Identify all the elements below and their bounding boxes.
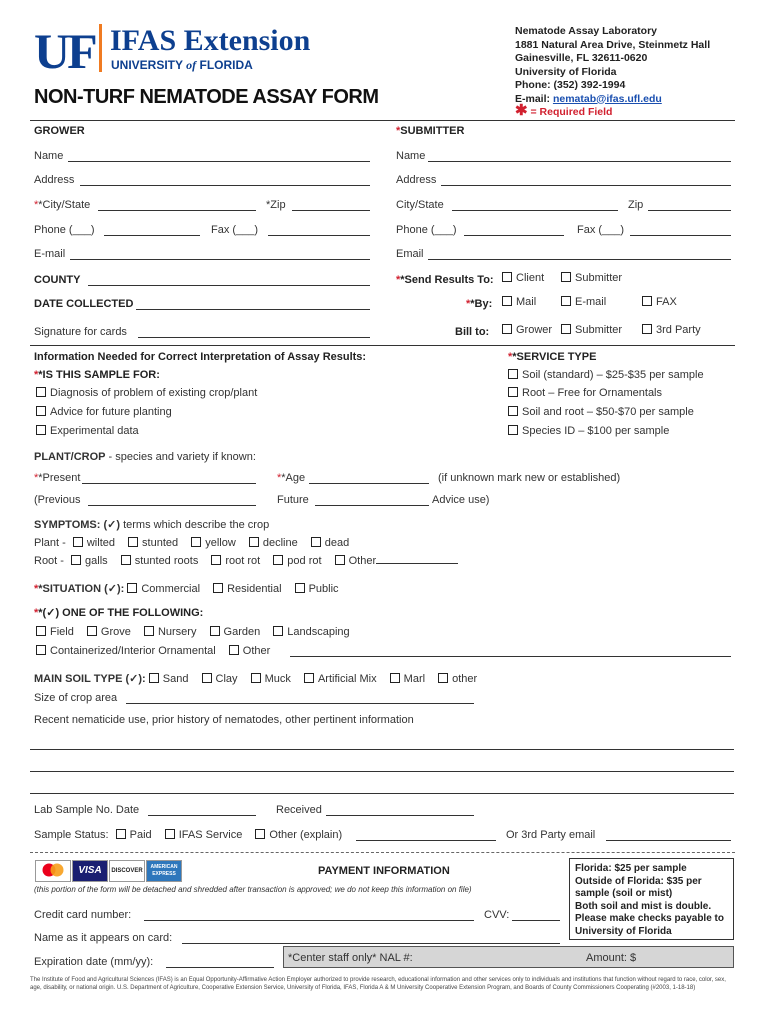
checkbox[interactable] bbox=[295, 583, 305, 593]
ifas-extension-logo: IFAS Extension bbox=[110, 24, 311, 57]
symptom-yellow[interactable]: yellow bbox=[191, 536, 236, 550]
soil-heading: MAIN SOIL TYPE (✓): bbox=[34, 673, 146, 685]
checkbox[interactable] bbox=[144, 626, 154, 636]
submitter-address-label: Address bbox=[396, 174, 437, 186]
checkbox[interactable] bbox=[642, 324, 652, 334]
situation-residential[interactable]: Residential bbox=[213, 582, 281, 596]
symptom-stunted[interactable]: stunted bbox=[128, 536, 178, 550]
checkbox[interactable] bbox=[508, 387, 518, 397]
cut-line bbox=[30, 852, 735, 853]
symptoms-heading: SYMPTOMS: (✓) terms which describe the crop bbox=[34, 519, 270, 531]
checkbox[interactable] bbox=[87, 626, 97, 636]
checkbox[interactable] bbox=[502, 272, 512, 282]
footer-disclaimer: The Institute of Food and Agricultural Sciences (IFAS) is an Equal Opportunity-Affirmative Action Employer authorized to provide research, educational information and other services only to individuals and institutions that function without regard to race, color, sex, age, disability, or national origin. U.S. Department of Agriculture, Cooperative Extension Service, University of Florida, IFAS, Florida A & M University Cooperative Extension Program, and Boards of County Commissioners Cooperating (#2003, 1-18-18) bbox=[30, 977, 726, 991]
grower-name-label: Name bbox=[34, 150, 64, 162]
lab-city: Gainesville, FL 32611-0620 bbox=[515, 52, 648, 64]
crop-area-field[interactable] bbox=[126, 703, 474, 704]
checkbox[interactable] bbox=[561, 272, 571, 282]
pricing-outside: Outside of Florida: $35 per sample (soil or mist) bbox=[575, 875, 702, 899]
checkbox[interactable] bbox=[390, 673, 400, 683]
location-field[interactable]: Field bbox=[36, 625, 74, 639]
checkbox[interactable] bbox=[71, 555, 81, 565]
by-fax-option[interactable]: FAX bbox=[642, 295, 677, 309]
discover-icon: DISCOVER bbox=[109, 860, 145, 882]
lab-contact bbox=[515, 25, 710, 120]
location-other-field[interactable] bbox=[290, 656, 731, 657]
third-party-email-field[interactable] bbox=[606, 840, 731, 841]
notes-line-2[interactable] bbox=[30, 771, 734, 772]
symptom-root-rot[interactable]: root rot bbox=[211, 554, 260, 568]
grower-fax-field[interactable] bbox=[268, 235, 370, 236]
checkbox[interactable] bbox=[249, 537, 259, 547]
submitter-heading: *SUBMITTER bbox=[396, 125, 465, 137]
submitter-city-label: City/State bbox=[396, 199, 444, 211]
payment-note: (this portion of the form will be detached and shredded after transaction is approved; we do not keep this information on file) bbox=[34, 885, 472, 894]
lab-sample-no-label: Lab Sample No. Date bbox=[34, 804, 140, 816]
card-name-field[interactable] bbox=[182, 943, 560, 944]
submitter-email-label: Email bbox=[396, 248, 424, 260]
info-needed-heading: Information Needed for Correct Interpretation of Assay Results: bbox=[34, 351, 367, 363]
grower-email-field[interactable] bbox=[70, 259, 370, 260]
location-nursery[interactable]: Nursery bbox=[144, 625, 197, 639]
expiration-label: Expiration date (mm/yy): bbox=[34, 956, 154, 968]
service-type-heading: **SERVICE TYPE bbox=[508, 351, 597, 363]
symptom-dead[interactable]: dead bbox=[311, 536, 349, 550]
bill-to-label: Bill to: bbox=[455, 326, 490, 338]
checkbox[interactable] bbox=[642, 296, 652, 306]
county-field[interactable] bbox=[88, 285, 370, 286]
submitter-city-field[interactable] bbox=[452, 210, 618, 211]
submitter-zip-field[interactable] bbox=[648, 210, 731, 211]
checkbox[interactable] bbox=[202, 673, 212, 683]
service-soil-and-root[interactable]: Soil and root – $50-$70 per sample bbox=[508, 405, 694, 419]
grower-address-field[interactable] bbox=[80, 185, 370, 186]
checkbox[interactable] bbox=[149, 673, 159, 683]
soil-sand[interactable]: Sand bbox=[149, 672, 189, 686]
notes-line-1[interactable] bbox=[30, 749, 734, 750]
submitter-email-field[interactable] bbox=[428, 259, 731, 260]
lab-email-row: E-mail: nematab@ifas.ufl.edu bbox=[515, 92, 662, 105]
checkbox[interactable] bbox=[36, 626, 46, 636]
checkbox[interactable] bbox=[213, 583, 223, 593]
lab-address: 1881 Natural Area Drive, Steinmetz Hall bbox=[515, 38, 711, 51]
soil-marl[interactable]: Marl bbox=[390, 672, 425, 686]
signature-label: Signature for cards bbox=[34, 326, 127, 338]
symptom-stunted-roots[interactable]: stunted roots bbox=[121, 554, 199, 568]
checkbox[interactable] bbox=[335, 555, 345, 565]
grower-address-label: Address bbox=[34, 174, 75, 186]
checkbox[interactable] bbox=[502, 324, 512, 334]
location-containerized[interactable]: Containerized/Interior Ornamental bbox=[36, 644, 216, 658]
checkbox[interactable] bbox=[508, 425, 518, 435]
checkbox[interactable] bbox=[36, 645, 46, 655]
card-logos bbox=[35, 860, 183, 882]
pricing-box bbox=[569, 858, 734, 940]
amount-label: Amount: $ bbox=[586, 952, 637, 964]
sample-for-experimental[interactable]: Experimental data bbox=[36, 424, 139, 438]
logo-divider bbox=[99, 24, 102, 72]
checkbox[interactable] bbox=[304, 673, 314, 683]
submitter-phone-label: Phone (___) bbox=[396, 224, 457, 236]
situation-heading: **SITUATION (✓): bbox=[34, 583, 125, 595]
grower-city-label: **City/State bbox=[34, 199, 91, 211]
soil-other[interactable]: other bbox=[438, 672, 477, 686]
required-asterisk-icon: ✱ bbox=[515, 102, 528, 119]
send-submitter-option[interactable]: Submitter bbox=[561, 271, 622, 285]
grower-phone-field[interactable] bbox=[104, 235, 200, 236]
checkbox[interactable] bbox=[165, 829, 175, 839]
soil-muck[interactable]: Muck bbox=[251, 672, 291, 686]
sample-for-diagnosis[interactable]: Diagnosis of problem of existing crop/plant bbox=[36, 386, 257, 400]
received-field[interactable] bbox=[326, 815, 474, 816]
signature-field[interactable] bbox=[138, 337, 370, 338]
advice-use-label: Advice use) bbox=[432, 494, 490, 506]
service-species-id[interactable]: Species ID – $100 per sample bbox=[508, 424, 669, 438]
checkbox[interactable] bbox=[438, 673, 448, 683]
grower-name-field[interactable] bbox=[68, 161, 370, 162]
situation-commercial[interactable]: Commercial bbox=[127, 582, 200, 596]
grower-fax-label: Fax (___) bbox=[211, 224, 259, 236]
symptom-wilted[interactable]: wilted bbox=[73, 536, 115, 550]
checkbox[interactable] bbox=[273, 555, 283, 565]
symptoms-plant-row: Plant - wilted stunted yellow decline dead bbox=[34, 537, 350, 549]
service-soil[interactable]: Soil (standard) – $25-$35 per sample bbox=[508, 368, 704, 382]
age-field[interactable] bbox=[309, 483, 429, 484]
card-number-field[interactable] bbox=[144, 920, 474, 921]
send-results-label: **Send Results To: bbox=[396, 274, 494, 286]
checkbox[interactable] bbox=[36, 406, 46, 416]
checkbox[interactable] bbox=[36, 387, 46, 397]
location-other[interactable]: Other bbox=[229, 644, 271, 658]
age-note: (if unknown mark new or established) bbox=[438, 472, 621, 484]
received-label: Received bbox=[276, 804, 322, 816]
by-mail-option[interactable]: Mail bbox=[502, 295, 536, 309]
age-label: **Age bbox=[277, 472, 306, 484]
symptoms-root-row: Root - galls stunted roots root rot pod rot Other bbox=[34, 554, 468, 568]
present-label: **Present bbox=[34, 472, 81, 484]
lab-sample-no-field[interactable] bbox=[148, 815, 256, 816]
checkbox[interactable] bbox=[561, 324, 571, 334]
checkbox[interactable] bbox=[251, 673, 261, 683]
symptom-other[interactable]: Other bbox=[335, 554, 459, 568]
soil-clay[interactable]: Clay bbox=[202, 672, 238, 686]
future-field[interactable] bbox=[315, 505, 429, 506]
send-client-option[interactable]: Client bbox=[502, 271, 544, 285]
status-other[interactable]: Other (explain) bbox=[255, 828, 342, 842]
submitter-name-label: Name bbox=[396, 150, 426, 162]
submitter-fax-field[interactable] bbox=[630, 235, 731, 236]
date-collected-field[interactable] bbox=[136, 309, 370, 310]
checkbox[interactable] bbox=[127, 583, 137, 593]
card-name-label: Name as it appears on card: bbox=[34, 932, 173, 944]
situation-row bbox=[34, 582, 349, 596]
by-label: **By: bbox=[466, 298, 493, 310]
location-landscaping[interactable]: Landscaping bbox=[273, 625, 349, 639]
amex-icon: AMERICAN EXPRESS bbox=[146, 860, 182, 882]
symptom-galls[interactable]: galls bbox=[71, 554, 108, 568]
cvv-label: CVV: bbox=[484, 909, 510, 921]
symptom-pod-rot[interactable]: pod rot bbox=[273, 554, 321, 568]
status-other-field[interactable] bbox=[356, 840, 496, 841]
pricing-double: Both soil and mist is double. bbox=[575, 900, 712, 912]
checkbox[interactable] bbox=[116, 829, 126, 839]
checkbox[interactable] bbox=[36, 425, 46, 435]
grower-city-field[interactable] bbox=[98, 210, 256, 211]
mastercard-icon bbox=[35, 860, 71, 882]
lab-email-link[interactable]: nematab@ifas.ufl.edu bbox=[552, 92, 662, 105]
checkbox[interactable] bbox=[211, 555, 221, 565]
one-of-row-1 bbox=[36, 625, 360, 639]
lab-phone: Phone: (352) 392-1994 bbox=[515, 79, 626, 91]
third-party-email-label: Or 3rd Party email bbox=[506, 829, 596, 841]
uf-logo: UF bbox=[34, 23, 95, 79]
bill-submitter-option[interactable]: Submitter bbox=[561, 323, 622, 337]
payment-heading: PAYMENT INFORMATION bbox=[318, 865, 450, 877]
checkbox[interactable] bbox=[128, 537, 138, 547]
bill-third-party-option[interactable]: 3rd Party bbox=[642, 323, 701, 337]
location-grove[interactable]: Grove bbox=[87, 625, 131, 639]
notes-line-3[interactable] bbox=[30, 793, 734, 794]
one-of-row-2 bbox=[36, 644, 280, 658]
submitter-zip-label: Zip bbox=[628, 199, 644, 211]
nematicide-label: Recent nematicide use, prior history of nematodes, other pertinent information bbox=[34, 714, 414, 726]
situation-public[interactable]: Public bbox=[295, 582, 339, 596]
checkbox[interactable] bbox=[502, 296, 512, 306]
section-rule bbox=[30, 345, 735, 346]
symptom-decline[interactable]: decline bbox=[249, 536, 298, 550]
submitter-phone-field[interactable] bbox=[464, 235, 564, 236]
service-root[interactable]: Root – Free for Ornamentals bbox=[508, 386, 662, 400]
checkbox[interactable] bbox=[210, 626, 220, 636]
soil-row bbox=[34, 672, 487, 686]
checkbox[interactable] bbox=[121, 555, 131, 565]
submitter-fax-label: Fax (___) bbox=[577, 224, 625, 236]
header-rule bbox=[30, 120, 735, 121]
checkbox[interactable] bbox=[561, 296, 571, 306]
location-garden[interactable]: Garden bbox=[210, 625, 261, 639]
previous-label: (Previous bbox=[34, 494, 81, 506]
previous-field[interactable] bbox=[88, 505, 256, 506]
university-of-florida-logo: UNIVERSITY of FLORIDA bbox=[111, 58, 253, 72]
grower-zip-field[interactable] bbox=[292, 210, 370, 211]
cvv-field[interactable] bbox=[512, 920, 560, 921]
date-collected-label: DATE COLLECTED bbox=[34, 298, 134, 310]
card-number-label: Credit card number: bbox=[34, 909, 132, 921]
required-legend: ✱ = Required Field bbox=[515, 102, 613, 119]
future-label: Future bbox=[277, 494, 309, 506]
grower-zip-label: *Zip bbox=[266, 199, 286, 211]
checkbox[interactable] bbox=[508, 406, 518, 416]
staff-only-box bbox=[283, 946, 734, 968]
sample-for-heading: **IS THIS SAMPLE FOR: bbox=[34, 369, 160, 381]
checkbox[interactable] bbox=[273, 626, 283, 636]
submitter-address-field[interactable] bbox=[441, 185, 731, 186]
county-label: COUNTY bbox=[34, 274, 81, 286]
checkbox[interactable] bbox=[508, 369, 518, 379]
lab-name: Nematode Assay Laboratory bbox=[515, 25, 657, 37]
sample-status-row: Sample Status: Paid IFAS Service Other (explain) bbox=[34, 829, 343, 841]
staff-nal-label: *Center staff only* NAL #: bbox=[288, 952, 413, 964]
present-field[interactable] bbox=[82, 483, 256, 484]
status-ifas-service[interactable]: IFAS Service bbox=[165, 828, 243, 842]
checkbox[interactable] bbox=[255, 829, 265, 839]
checkbox[interactable] bbox=[229, 645, 239, 655]
checkbox[interactable] bbox=[73, 537, 83, 547]
one-of-heading: **(✓) ONE OF THE FOLLOWING: bbox=[34, 607, 204, 619]
crop-area-label: Size of crop area bbox=[34, 692, 118, 704]
pricing-checks: Please make checks payable to University of Florida bbox=[575, 913, 724, 937]
form-title: NON-TURF NEMATODE ASSAY FORM bbox=[34, 86, 379, 108]
expiration-field[interactable] bbox=[166, 967, 274, 968]
submitter-name-field[interactable] bbox=[428, 161, 731, 162]
checkbox[interactable] bbox=[311, 537, 321, 547]
bill-grower-option[interactable]: Grower bbox=[502, 323, 552, 337]
lab-org: University of Florida bbox=[515, 65, 617, 78]
by-email-option[interactable]: E-mail bbox=[561, 295, 606, 309]
checkbox[interactable] bbox=[191, 537, 201, 547]
visa-icon: VISA bbox=[72, 860, 108, 882]
sample-for-advice[interactable]: Advice for future planting bbox=[36, 405, 172, 419]
grower-heading: GROWER bbox=[34, 125, 85, 137]
soil-artificial-mix[interactable]: Artificial Mix bbox=[304, 672, 377, 686]
plant-crop-heading: PLANT/CROP - species and variety if known: bbox=[34, 451, 256, 463]
status-paid[interactable]: Paid bbox=[116, 828, 152, 842]
grower-email-label: E-mail bbox=[34, 248, 66, 260]
pricing-florida: Florida: $25 per sample bbox=[575, 863, 687, 874]
grower-phone-label: Phone (___) bbox=[34, 224, 95, 236]
